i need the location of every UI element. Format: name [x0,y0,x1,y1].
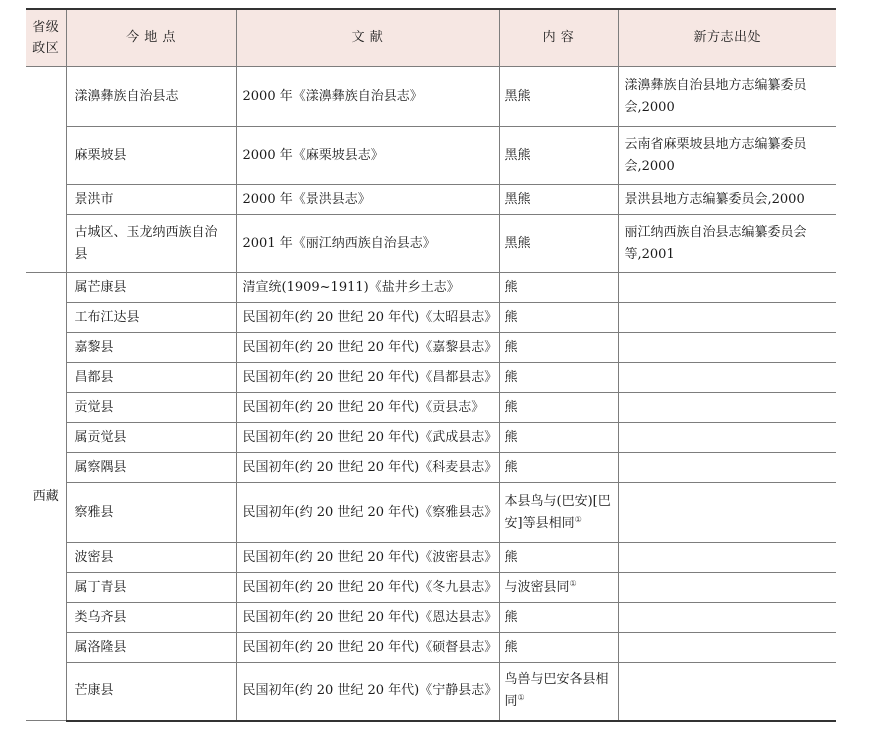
content-cell: 熊 [499,333,618,363]
table-row [26,303,836,333]
table-row [26,185,836,215]
document-cell: 民国初年(约 20 世纪 20 年代)《科麦县志》 [236,453,499,483]
source-cell [618,333,836,363]
table-row [26,393,836,423]
content-cell: 熊 [499,393,618,423]
place-cell: 麻栗坡县 [66,127,236,185]
content-cell: 熊 [499,423,618,453]
source-cell [618,663,836,721]
content-cell [499,573,618,603]
place-cell: 景洪市 [66,185,236,215]
source-cell: 漾濞彝族自治县地方志编纂委员会,2000 [618,67,836,127]
content-cell: 黑熊 [499,67,618,127]
table-row [26,67,836,127]
content-cell: 熊 [499,273,618,303]
content-cell [499,663,618,721]
source-cell [618,633,836,663]
place-cell: 嘉黎县 [66,333,236,363]
document-cell: 民国初年(约 20 世纪 20 年代)《硕督县志》 [236,633,499,663]
place-cell: 属察隅县 [66,453,236,483]
province-cell-tibet: 西藏 [26,273,66,721]
place-cell: 工布江达县 [66,303,236,333]
document-cell: 民国初年(约 20 世纪 20 年代)《嘉黎县志》 [236,333,499,363]
table-row [26,423,836,453]
document-cell: 2000 年《景洪县志》 [236,185,499,215]
header-province-label: 省级 政区 [32,20,60,56]
document-cell: 民国初年(约 20 世纪 20 年代)《太昭县志》 [236,303,499,333]
content-text: 本县鸟与(巴安)[巴安]等县相同 [504,493,611,531]
place-cell: 波密县 [66,543,236,573]
place-cell: 属芒康县 [66,273,236,303]
place-cell: 察雅县 [66,483,236,543]
footnote-mark: ① [569,578,577,588]
source-cell: 景洪县地方志编纂委员会,2000 [618,185,836,215]
content-cell [499,483,618,543]
table-row [26,483,836,543]
place-cell: 贡觉县 [66,393,236,423]
table-row [26,273,836,303]
header-province [26,9,66,67]
table-row [26,363,836,393]
table-row [26,573,836,603]
table-row [26,633,836,663]
content-text: 鸟兽与巴安各县相同 [504,672,609,710]
document-cell: 2000 年《漾濞彝族自治县志》 [236,67,499,127]
place-cell: 属贡觉县 [66,423,236,453]
source-cell [618,273,836,303]
source-cell: 云南省麻栗坡县地方志编纂委员会,2000 [618,127,836,185]
header-place: 今 地 点 [66,9,236,67]
document-cell: 2001 年《丽江纳西族自治县志》 [236,215,499,273]
place-cell: 属丁青县 [66,573,236,603]
source-cell: 丽江纳西族自治县志编纂委员会等,2001 [618,215,836,273]
source-cell [618,453,836,483]
table-row [26,333,836,363]
source-cell [618,363,836,393]
source-cell [618,393,836,423]
document-cell: 民国初年(约 20 世纪 20 年代)《贡县志》 [236,393,499,423]
document-cell: 民国初年(约 20 世纪 20 年代)《宁静县志》 [236,663,499,721]
document-cell: 清宣统(1909~1911)《盐井乡土志》 [236,273,499,303]
table-row [26,603,836,633]
header-document: 文 献 [236,9,499,67]
table-row [26,663,836,721]
content-cell: 黑熊 [499,127,618,185]
source-cell [618,543,836,573]
content-cell: 熊 [499,453,618,483]
content-cell: 熊 [499,633,618,663]
header-content: 内 容 [499,9,618,67]
content-cell: 熊 [499,303,618,333]
document-cell: 2000 年《麻栗坡县志》 [236,127,499,185]
content-cell: 熊 [499,543,618,573]
source-cell [618,423,836,453]
document-cell: 民国初年(约 20 世纪 20 年代)《恩达县志》 [236,603,499,633]
place-cell: 芒康县 [66,663,236,721]
source-cell [618,603,836,633]
source-cell [618,573,836,603]
content-text: 与波密县同 [504,579,570,595]
document-cell: 民国初年(约 20 世纪 20 年代)《昌都县志》 [236,363,499,393]
table-container [26,8,836,722]
content-cell: 熊 [499,363,618,393]
place-cell: 古城区、玉龙纳西族自治县 [66,215,236,273]
table-row [26,127,836,185]
header-source: 新方志出处 [618,9,836,67]
content-cell: 黑熊 [499,215,618,273]
content-cell: 黑熊 [499,185,618,215]
footnote-mark: ① [574,514,582,524]
document-cell: 民国初年(约 20 世纪 20 年代)《察雅县志》 [236,483,499,543]
records-table [26,8,836,722]
place-cell: 昌都县 [66,363,236,393]
table-row [26,215,836,273]
place-cell: 类乌齐县 [66,603,236,633]
document-cell: 民国初年(约 20 世纪 20 年代)《武成县志》 [236,423,499,453]
source-cell [618,303,836,333]
province-cell-yunnan [26,67,66,273]
place-cell: 漾濞彝族自治县志 [66,67,236,127]
source-cell [618,483,836,543]
table-row [26,453,836,483]
content-cell: 熊 [499,603,618,633]
place-cell: 属洛隆县 [66,633,236,663]
footnote-mark: ① [517,693,525,703]
document-cell: 民国初年(约 20 世纪 20 年代)《冬九县志》 [236,573,499,603]
table-row [26,543,836,573]
document-cell: 民国初年(约 20 世纪 20 年代)《波密县志》 [236,543,499,573]
header-row [26,9,836,67]
